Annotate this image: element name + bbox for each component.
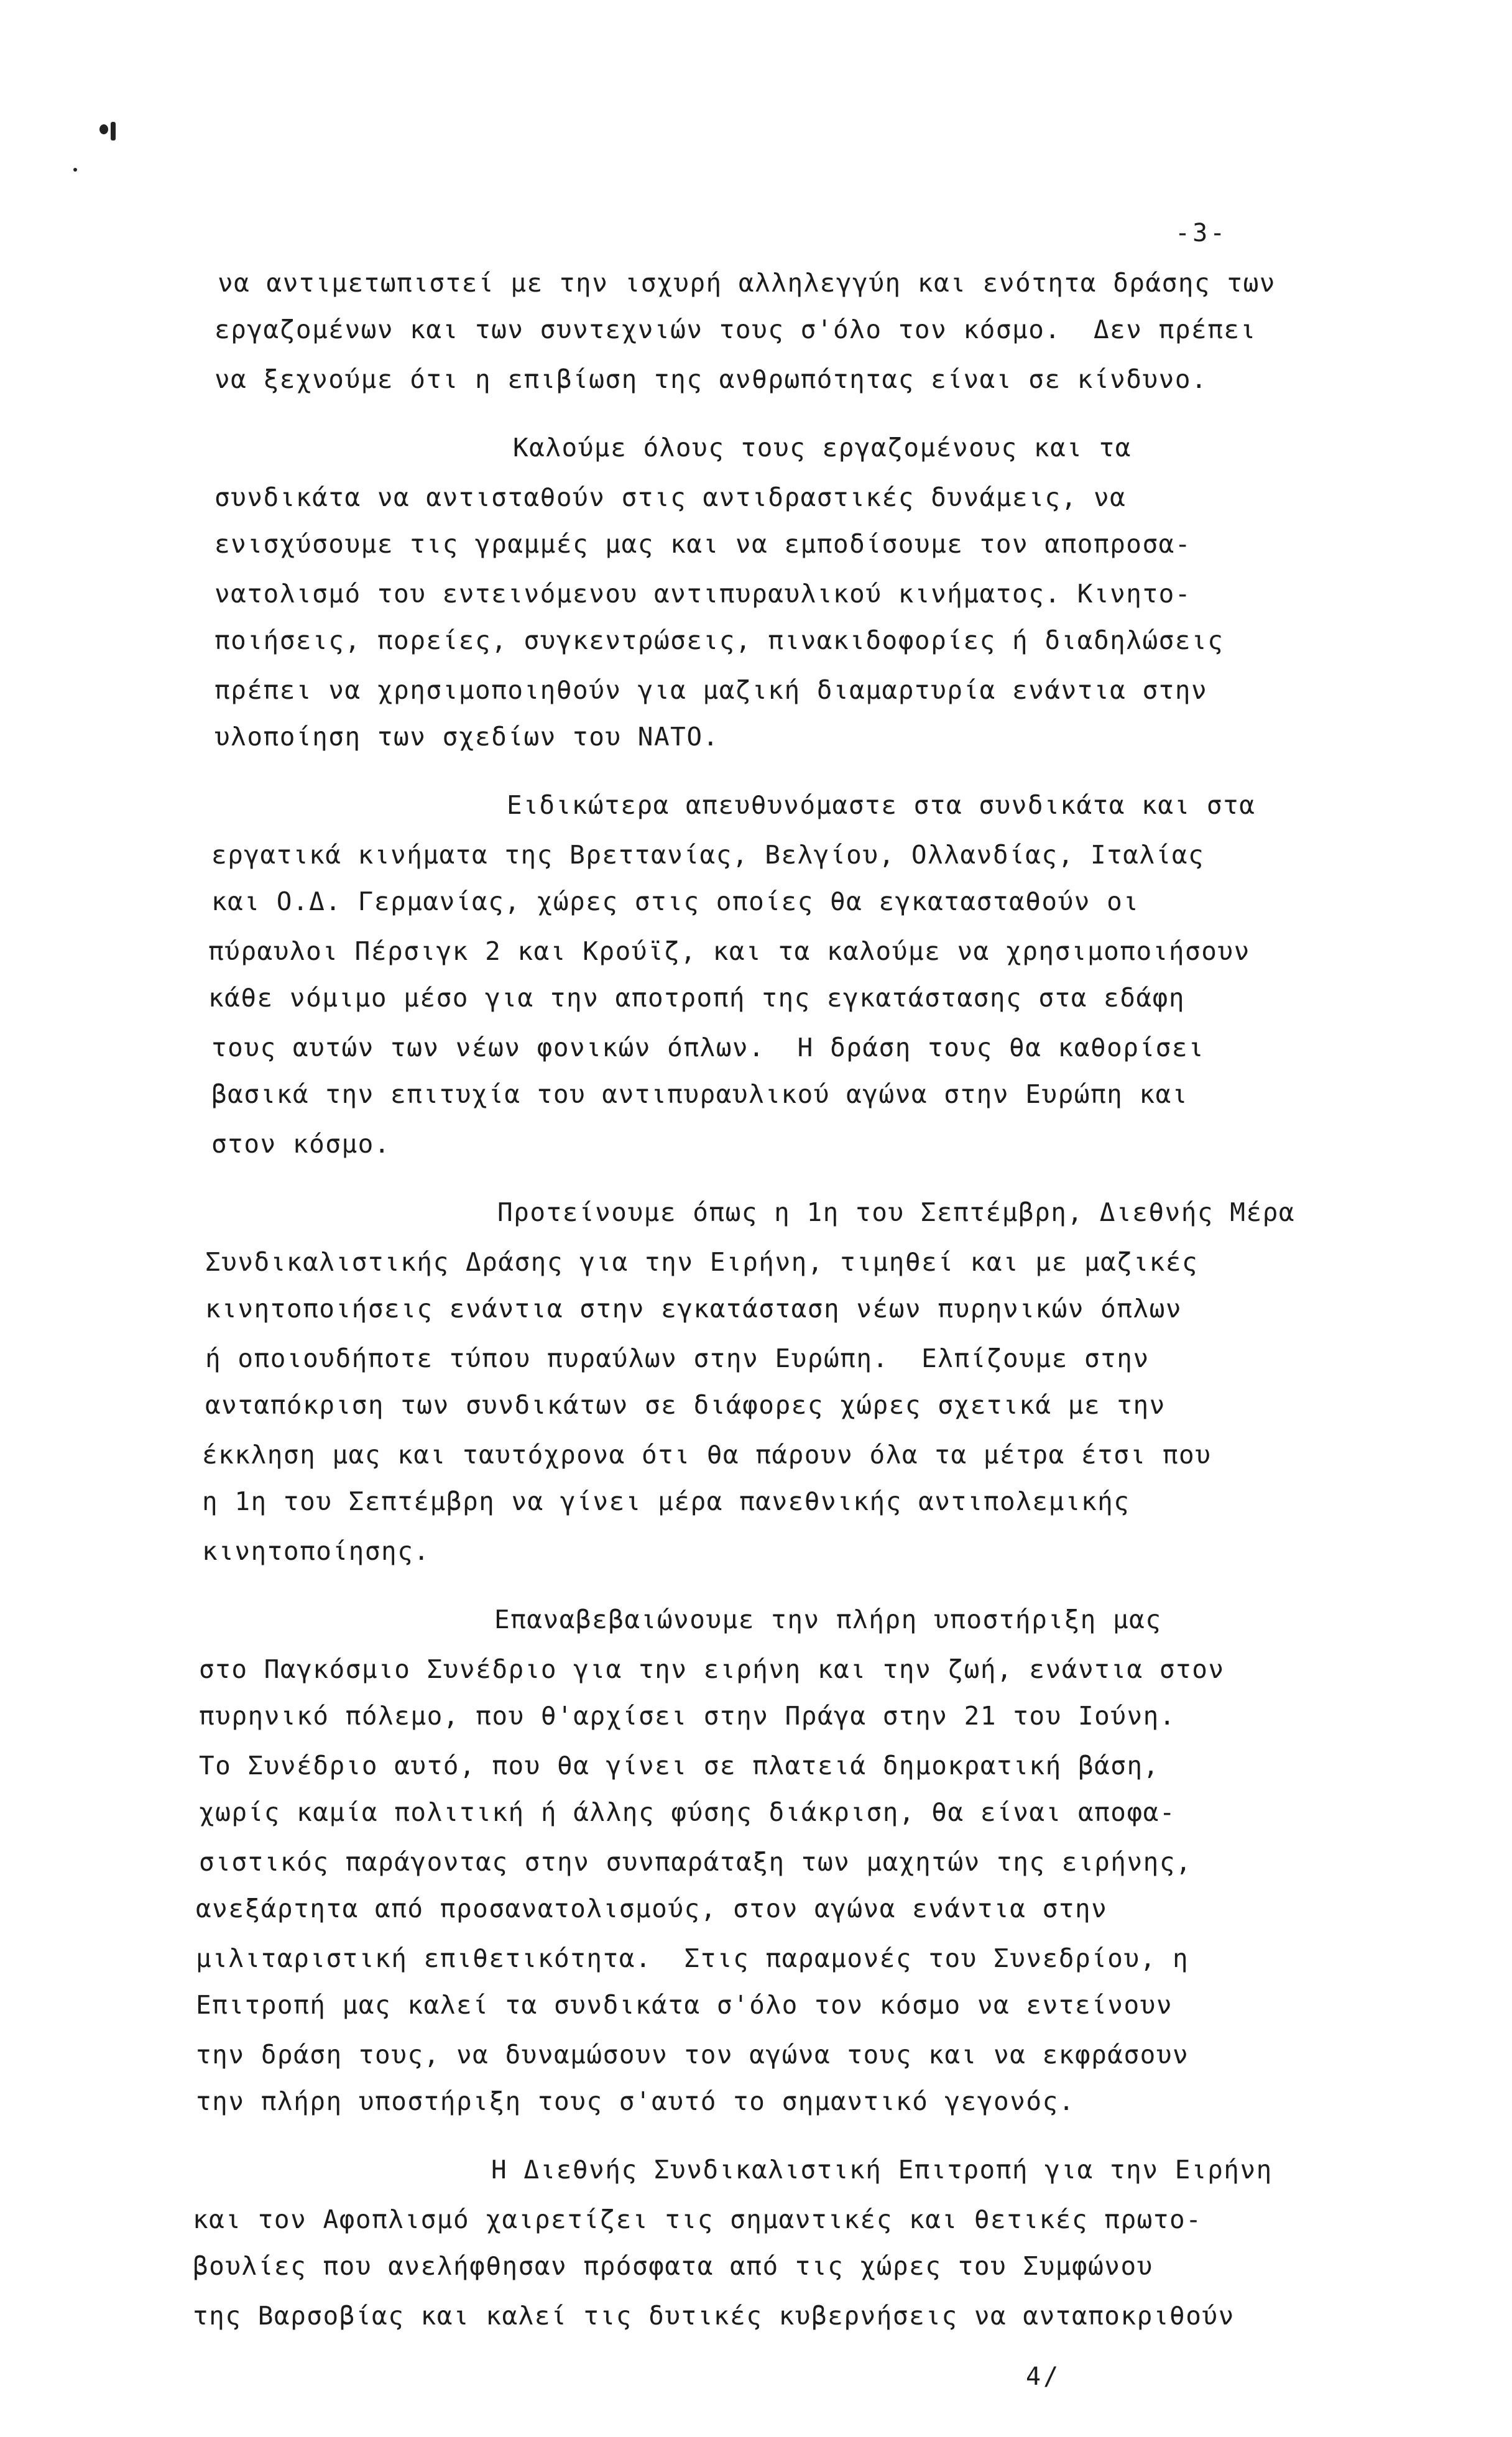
text-line: Η Διεθνής Συνδικαλιστική Επιτροπή για την Ειρήνη <box>491 2155 1273 2185</box>
text-line: πύραυλοι Πέρσιγκ 2 και Κρούϊζ, και τα καλούμε να χρησιμοποιήσουν <box>208 936 1250 966</box>
text-line: μιλιταριστική επιθετικότητα. Στις παραμονές του Συνεδρίου, η <box>196 1943 1189 1973</box>
text-line: Καλούμε όλους τους εργαζομένους και τα <box>513 433 1132 463</box>
text-line: κάθε νόμιμο μέσο για την αποτροπή της εγκατάστασης στα εδάφη <box>208 983 1186 1013</box>
text-line: εργατικά κινήματα της Βρεττανίας, Βελγίου, Ολλανδίας, Ιταλίας <box>211 840 1205 870</box>
text-line: νατολισμό του εντεινόμενου αντιπυραυλικού κινήματος. Κινητο- <box>214 579 1192 609</box>
text-line: Προτείνουμε όπως η 1η του Σεπτέμβρη, Διεθνής Μέρα <box>497 1197 1296 1227</box>
text-line: η 1η του Σεπτέμβρη να γίνει μέρα πανεθνικής αντιπολεμικής <box>202 1486 1130 1516</box>
text-line: να ξεχνούμε ότι η επιβίωση της ανθρωπότητας είναι σε κίνδυνο. <box>214 364 1208 394</box>
text-line: σιστικός παράγοντας στην συνπαράταξη των μαχητών της ειρήνης, <box>199 1847 1192 1877</box>
text-line: και τον Αφοπλισμό χαιρετίζει τις σημαντικές και θετικές πρωτο- <box>193 2204 1202 2234</box>
text-line: και Ο.Δ. Γερμανίας, χώρες στις οποίες θα εγκατασταθούν οι <box>211 887 1140 916</box>
text-line: ποιήσεις, πορείες, συγκεντρώσεις, πινακιδοφορίες ή διαδηλώσεις <box>214 625 1224 655</box>
scan-mark <box>73 168 77 172</box>
text-line: να αντιμετωπιστεί με την ισχυρή αλληλεγγύη και ενότητα δράσης των <box>218 268 1276 298</box>
text-line: Επιτροπή μας καλεί τα συνδικάτα σ'όλο τον κόσμο να εντείνουν <box>196 1990 1173 2020</box>
text-line: ή οποιουδήποτε τύπου πυραύλων στην Ευρώπη. Ελπίζουμε στην <box>205 1343 1150 1373</box>
continuation-marker: 4/ <box>1026 2362 1061 2391</box>
text-line: υλοποίηση των σχεδίων του ΝΑΤΟ. <box>214 722 719 752</box>
text-line: ανεξάρτητα από προσανατολισμούς, στον αγώνα ενάντια στην <box>196 1894 1108 1923</box>
text-line: Συνδικαλιστικής Δράσης για την Ειρήνη, τιμηθεί και με μαζικές <box>205 1247 1199 1277</box>
text-line: κινητοποίησης. <box>202 1536 430 1566</box>
text-line: την πλήρη υποστήριξη τους σ'αυτό το σημαντικό γεγονός. <box>196 2086 1075 2116</box>
text-line: πυρηνικό πόλεμο, που θ'αρχίσει στην Πράγα στην 21 του Ιούνη. <box>199 1701 1176 1731</box>
text-line: στο Παγκόσμιο Συνέδριο για την ειρήνη και την ζωή, ενάντια στον <box>199 1654 1225 1684</box>
text-line: κινητοποιήσεις ενάντια στην εγκατάσταση νέων πυρηνικών όπλων <box>205 1294 1182 1324</box>
text-line: βασικά την επιτυχία του αντιπυραυλικού αγώνα στην Ευρώπη και <box>211 1079 1189 1109</box>
text-line: εργαζομένων και των συντεχνιών τους σ'όλο τον κόσμο. Δεν πρέπει <box>214 315 1256 344</box>
text-line: βουλίες που ανελήφθησαν πρόσφατα από τις χώρες του Συμφώνου <box>193 2251 1153 2281</box>
text-line: την δράση τους, να δυναμώσουν τον αγώνα τους και να εκφράσουν <box>196 2040 1189 2070</box>
scan-mark <box>99 124 108 134</box>
text-line: πρέπει να χρησιμοποιηθούν για μαζική διαμαρτυρία ενάντια στην <box>214 675 1208 705</box>
text-line: τους αυτών των νέων φονικών όπλων. Η δράση τους θα καθορίσει <box>211 1033 1205 1062</box>
text-line: χωρίς καμία πολιτική ή άλλης φύσης διάκριση, θα είναι αποφα- <box>199 1797 1176 1827</box>
page-number: -3- <box>1175 219 1228 247</box>
text-line: συνδικάτα να αντισταθούν στις αντιδραστικές δυνάμεις, να <box>214 482 1127 512</box>
text-line: στον κόσμο. <box>211 1129 391 1159</box>
text-line: ενισχύσουμε τις γραμμές μας και να εμποδίσουμε τον αποπροσα- <box>214 529 1192 559</box>
text-line: Το Συνέδριο αυτό, που θα γίνει σε πλατειά δημοκρατική βάση, <box>199 1751 1159 1781</box>
text-line: της Βαρσοβίας και καλεί τις δυτικές κυβερνήσεις να ανταποκριθούν <box>193 2301 1235 2331</box>
text-line: Επαναβεβαιώνουμε την πλήρη υποστήριξη μας <box>494 1605 1162 1634</box>
text-line: έκκληση μας και ταυτόχρονα ότι θα πάρουν όλα τα μέτρα έτσι που <box>202 1440 1212 1470</box>
text-line: Ειδικώτερα απευθυνόμαστε στα συνδικάτα και στα <box>507 790 1256 820</box>
text-line: ανταπόκριση των συνδικάτων σε διάφορες χώρες σχετικά με την <box>205 1390 1166 1420</box>
scan-mark <box>111 122 116 141</box>
